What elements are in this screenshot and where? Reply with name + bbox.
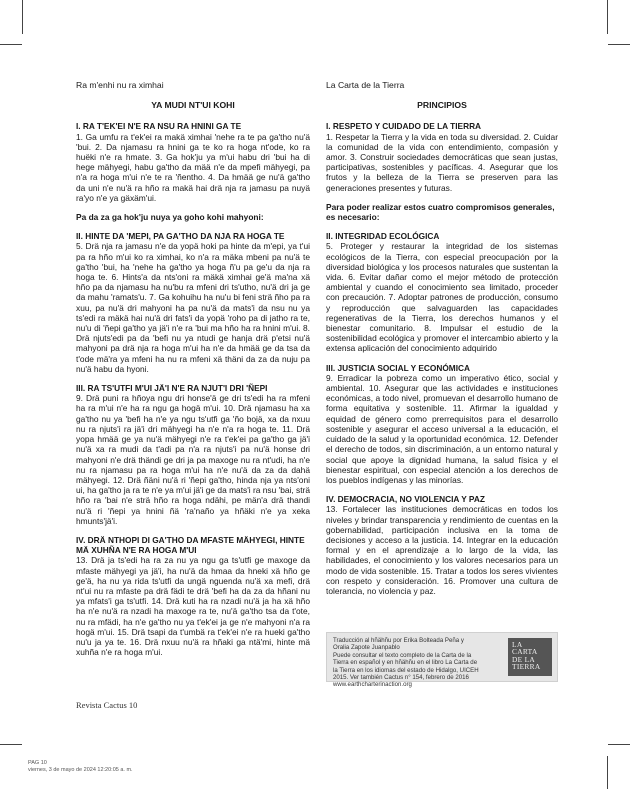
- credit-line: Tierra en español y en hñähñu en el libro La Carta de: [333, 659, 478, 667]
- right-section-2-text: 5. Proteger y restaurar la integridad de los sistemas ecológicos de la Tierra, con especial preocupación por la diversidad biológica y los procesos naturales que sustentan la vida. 6. Evitar dañar como el mejor método de protección ambiental y cuando el conocimiento sea limitado, proceder con precaución. 7. Adoptar patrones de producción, consumo y reproducción que salvaguarden las capacidades regenerativas de la Tierra, los derechos humanos y el bienestar comunitario. 8. Impulsar el estudio de la sostenibilidad ecológica y promover el intercambio abierto y la extensa aplicación del conocimiento adquirido: [326, 241, 558, 354]
- credit-line: la Tierra en los idiomas del estado de Hidalgo, UICEH: [333, 666, 479, 674]
- left-pledge: Pa da za ga hok'ju nuya ya goho kohi mahyoni:: [76, 212, 264, 223]
- right-section-4-text: 13. Fortalecer las instituciones democráticas en todos los niveles y brindar transparencia y rendimiento de cuentas en la gobernabilidad, participación inclusiva en la toma de decisiones y acceso a la justicia. 14. Integrar en la educación formal y en el aprendizaje a lo largo de la vida, las habilidades, el conocimiento y los valores necesarios para un modo de vida sostenible. 15. Tratar a todos los seres vivientes con respeto y consideración. 16. Promover una cultura de tolerancia, no violencia y paz.: [326, 504, 558, 596]
- right-column-title: La Carta de la Tierra: [326, 80, 405, 90]
- crop-mark: [607, 0, 608, 34]
- left-section-4-text: 13. Drä ja ts'edi ha ra za nu ya ngu ga ts'utfi ge maxoge da mfaste mähyegi ya jä'i, ha nu'ä da hmaa da hneki xä hño ge ge'ä, ha nu ya rida ts'utfi da ungä nguenda nu'ä xa mefi, drä nt'ui nu ra mfaste pa drä fädi te drä 'befi ha da za da hñani nu ya mfats'i ga ts'utfi. 14. Drä kuti ha ra nzadi nu'ä ja ha xä hño ha n'e nu'ä ra nzadi ha maxoge ra te, nu'ä ga'tho tsa da t'ote, nu ra mfädi, ha n'e ga'tho nu ya t'ek'ei ja ge n'e mahyoni n'a ra hogä m'ui. 15. Drä tsapi da t'umbä ra t'ek'ei n'e ra hueki ga'tho nu'u ja ya te. 16. Drä nxuu nu'ä ra hñaki ga ntä'mi, hinte mä xuhña n'e ra hoga m'ui.: [76, 555, 310, 658]
- right-section-3-heading: III. JUSTICIA SOCIAL Y ECONÓMICA: [326, 362, 470, 373]
- magazine-footer: Revista Cactus 10: [76, 700, 138, 710]
- right-pledge: Para poder realizar estos cuatro compromisos generales, es necesario:: [326, 201, 555, 223]
- right-section-1-text: 1. Respetar la Tierra y la vida en toda su diversidad. 2. Cuidar la comunidad de la vida con entendimiento, compasión y amor. 3. Construir sociedades democráticas que sean justas, participativas, sostenibles y pacíficas. 4. Asegurar que los frutos y la belleza de la Tierra se preserven para las generaciones presentes y futuras.: [326, 131, 558, 193]
- cover-title-line: LA: [512, 640, 523, 649]
- book-cover-image: [508, 638, 552, 676]
- crop-mark: [607, 756, 608, 789]
- cover-title-line: DE LA: [512, 654, 536, 664]
- crop-mark: [0, 744, 22, 745]
- left-section-3-heading: III. RA TS'UTFI M'UI JÄ'I N'E RA NJUT'I DRI 'ÑEPI: [76, 383, 268, 394]
- left-main-heading: YA MUDI NT'UI KOHI: [151, 100, 235, 111]
- right-main-heading: PRINCIPIOS: [417, 100, 467, 111]
- credit-url-link[interactable]: www.earthcharterinaction.org: [333, 681, 412, 689]
- left-column-title: Ra m'enhi nu ra ximhai: [76, 80, 164, 90]
- left-section-2-heading: II. HINTE DA 'MEPI, PA GA'THO DA NJA RA HOGA TE: [76, 231, 285, 242]
- left-section-3-text: 9. Drä puni ra hñoya ngu dri honse'ä ge dri ts'edi ha ra mfeni ha ra m'ui n'e ha ra ngu ga hogä m'ui. 10. Drä njamasu ha xa ga'tho nu ya 'befi ha n'e ya ngu ts'utfi ga 'ño bojä, xa da nxuu nu ra njuts'i ra jä'i dri mähyegi ha n'e n'a ra hoga te. 11. Drä yopa hmää ge ya nu'ä mähyegi n'e ra t'ek'ei pa ga'tho ga jä'i nu'ä xa ra mudi da t'adi pa n'a ra njuts'i pa nu'ä honse dri mahyoni n'e drä thändi ge dri ja pa maxoge nu ra nt'udi, ha n'e nu ra njamasu pa ra hoga m'ui ha n'e nu'ä da za da dahä mähyegi. 12. Drä ñäni nu'ä ri 'ñepi ga'tho, hinda nja ya nts'oni ui, ha ga'tho ja ra te n'e ya m'ui jä'i ge da mats'i ra nsu 'bai, strä hño ra 'bai n'e strä hño ra hoga ndähi, pe män'a drä thandi nu'ä ri 'ñepi ya hnini ñä 'ra'naño ya hñäki n'e ya xeka hmunts'jä'i.: [76, 393, 310, 526]
- right-section-2-heading: II. INTEGRIDAD ECOLÓGICA: [326, 231, 440, 242]
- left-section-4-heading: IV. DRÄ NTHOPI DI GA'THO DA MFASTE MÄHYEGI, HINTE MÄ XUHÑA N'E RA HOGA M'UI: [76, 534, 305, 556]
- print-date: viernes, 3 de mayo de 2024 12:20:05 a. m.: [28, 767, 133, 773]
- cover-title-line: TIERRA: [512, 662, 541, 672]
- crop-mark: [22, 0, 23, 34]
- crop-mark: [608, 44, 630, 45]
- credit-text: [333, 637, 501, 689]
- left-column: [76, 80, 310, 666]
- right-column: [326, 80, 558, 605]
- credit-line: Oralia Zapote Juanpablo: [333, 644, 400, 652]
- credit-line: Puede consultar el texto completo de la Carta de la: [333, 651, 472, 659]
- page-label: PAG 10: [28, 760, 47, 766]
- right-section-1-heading: I. RESPETO Y CUIDADO DE LA TIERRA: [326, 121, 482, 132]
- left-section-2-text: 5. Drä nja ra jamasu n'e da yopä hoki pa hinte da m'epi, ya t'ui pa ra hño m'ui ko ra ximhai, ko n'a ra mäka mbeni pa nu'ä te ga'tho 'bui, ha 'nehe ha ga'tho ya hoga ñ'u pa ge'u da nja ra hoga te. 6. Hints'a da nts'oni ra mäkä ximhai ge'ä ma'na xä hño pa da njamasu ha nu'bu ra mfeni dri ts'utho, nu'ä dri ja ge da mahu 'ramats'u. 7. Ga kohuihu ha nu'u bi feni strä ñho pa ra xuu, pa nu'ä dri mahyoni ha pa nu'ä da mats'i da nsu nu ya ts'edi ra mäkä hai nu'ä dri fats'i da yopä 'roho pa di jatho ra te, nu'u di 'ñepi ga'tho ya jä'i n'e ra 'bui ma hño ha ra hnini m'ui. 8. Drä njuts'edi pa da 'befi nu ya ntudi ge hanja drä p'etsi nu'ä mahyoni pa drä nja ra hoga m'ui ha n'e da hmää ge da tsa da t'ode mä'ra ya mfeni ha nu ra mfeni xä thäni da za da nuju pa nu'ä habu da hyoni.: [76, 241, 310, 374]
- crop-mark: [608, 744, 630, 745]
- credit-box: [326, 632, 558, 689]
- crop-mark: [0, 44, 22, 45]
- left-section-1-heading: I. RA T'EK'EI N'E RA NSU RA HNINI GA TE: [76, 121, 242, 132]
- left-section-1-text: 1. Ga umfu ra t'ek'ei ra makä ximhai 'nehe ra te pa ga'tho nu'ä 'bui. 2. Da njamasu ra hnini ga te ko ra hoga nt'ode, ko ra huëki n'e ra hmate. 3. Ga hok'ju ya m'ui habu dri 'bui ha di hege mähyegi, habu ga'tho da mää n'e da mpefi mähyegi, pa n'a ra hoga m'ui n'e te ra 'ñentho. 4. Da hmää ge nu'ä ga'tho da uni n'e nu'ä ra hño ra makä hai drä nja ra jamasu pa nuyä ra'yo n'e ya gäxäm'ui.: [76, 131, 310, 203]
- credit-line: Traducción al hñähñu por Erika Bolteada Peña y: [333, 637, 464, 644]
- cover-title-line: CARTA: [512, 647, 538, 657]
- right-section-4-heading: IV. DEMOCRACIA, NO VIOLENCIA Y PAZ: [326, 494, 485, 505]
- right-section-3-text: 9. Erradicar la pobreza como un imperativo ético, social y ambiental. 10. Asegurar que las actividades e instituciones económicas, a todo nivel, promuevan el desarrollo humano de forma equitativa y sostenible. 11. Afirmar la igualdad y equidad de género como prerrequisitos para el desarrollo sostenible y asegurar el acceso universal a la educación, el cuidado de la salud y la oportunidad económica. 12. Defender el derecho de todos, sin discriminación, a un entorno natural y social que apoye la dignidad humana, la salud física y el bienestar espiritual, con especial atención a los derechos de los pueblos indígenas y las minorías.: [326, 372, 558, 485]
- credit-line: 2015. Ver también Cactus n° 154, febrero de 2016: [333, 674, 469, 682]
